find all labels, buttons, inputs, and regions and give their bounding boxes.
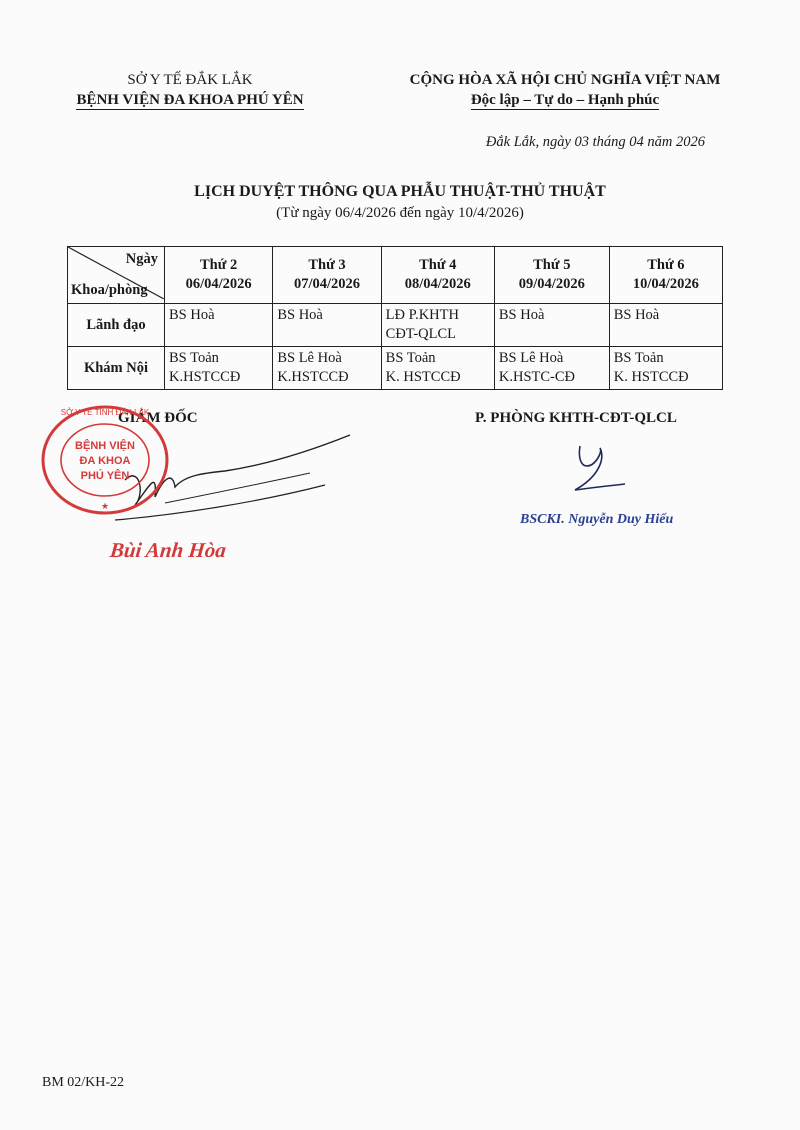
day-date: 07/04/2026 [293, 276, 361, 292]
day-date: 10/04/2026 [632, 276, 699, 292]
nation-header [365, 70, 765, 110]
corner-bottom-label: Khoa/phòng [71, 282, 148, 298]
cell-line: BS Hoà [613, 307, 660, 323]
stamp-line3: PHÚ YÊN [80, 470, 130, 482]
table-cell [381, 347, 494, 390]
day-header [381, 247, 494, 304]
deputy-signature [545, 438, 635, 503]
cell-line: BS Lê Hoà [498, 350, 564, 366]
corner-cell [68, 247, 165, 304]
day-header [273, 247, 381, 304]
table-row [68, 347, 723, 390]
cell-line: LĐ P.KHTH [385, 307, 459, 323]
document-subtitle: (Từ ngày 06/4/2026 đến ngày 10/4/2026) [276, 205, 524, 221]
stamp-line1: BỆNH VIỆN [75, 440, 135, 452]
day-name: Thứ 5 [533, 257, 571, 273]
day-header [494, 247, 609, 304]
stamp-line2: ĐA KHOA [79, 455, 131, 467]
day-header [165, 247, 273, 304]
row-label: Khám Nội [68, 347, 165, 390]
table-cell [165, 304, 273, 347]
org-line2-text: BỆNH VIỆN ĐA KHOA PHÚ YÊN [76, 92, 304, 108]
table-row [68, 304, 723, 347]
cell-line: BS Toản [385, 350, 436, 366]
table-header-row [68, 247, 723, 304]
day-name: Thứ 6 [647, 257, 685, 273]
form-code: BM 02/KH-22 [42, 1075, 125, 1090]
cell-line: K.HSTC-CĐ [498, 369, 576, 385]
date-line: Đắk Lắk, ngày 03 tháng 04 năm 2026 [485, 134, 705, 150]
hospital-stamp [38, 403, 173, 518]
org-header [40, 70, 340, 110]
table-cell [273, 347, 381, 390]
day-date: 08/04/2026 [404, 276, 471, 292]
nation-motto: Độc lập – Tự do – Hạnh phúc [470, 92, 660, 108]
nation-line1: CỘNG HÒA XÃ HỘI CHỦ NGHĨA VIỆT NAM [409, 72, 721, 88]
cell-line: BS Toản [613, 350, 664, 366]
schedule-table [67, 246, 723, 390]
deputy-name: BSCKI. Nguyễn Duy Hiếu [520, 512, 674, 527]
day-date: 06/04/2026 [185, 276, 252, 292]
table-cell [381, 304, 494, 347]
director-title: GIÁM ĐỐC [118, 410, 198, 426]
table-cell [609, 347, 722, 390]
table-cell [494, 347, 609, 390]
org-line2 [40, 90, 340, 110]
day-name: Thứ 4 [419, 257, 457, 273]
cell-line: K. HSTCCĐ [385, 369, 461, 385]
cell-line: BS Hoà [498, 307, 545, 323]
corner-top-label: Ngày [125, 251, 158, 267]
cell-line: CĐT-QLCL [385, 326, 457, 342]
star-icon: ★ [100, 501, 110, 511]
stamp-outer-text: SỞ Y TẾ TỈNH ĐẮK LẮK [60, 408, 150, 417]
table-cell [494, 304, 609, 347]
table-cell [165, 347, 273, 390]
table-cell [609, 304, 722, 347]
day-name: Thứ 2 [200, 257, 238, 273]
day-header [609, 247, 722, 304]
document-title: LỊCH DUYỆT THÔNG QUA PHẪU THUẬT-THỦ THUẬT [194, 183, 606, 200]
cell-line: BS Toản [169, 350, 219, 366]
director-name: Bùi Anh Hòa [108, 538, 228, 562]
cell-line: BS Hoà [169, 307, 215, 323]
table-cell [273, 304, 381, 347]
deputy-title: P. PHÒNG KHTH-CĐT-QLCL [475, 410, 677, 426]
cell-line: K.HSTCCĐ [169, 369, 241, 385]
cell-line: K.HSTCCĐ [277, 369, 349, 385]
org-line1: SỞ Y TẾ ĐẮK LẮK [127, 72, 253, 88]
cell-line: BS Hoà [277, 307, 323, 323]
cell-line: BS Lê Hoà [277, 350, 342, 366]
cell-line: K. HSTCCĐ [613, 369, 689, 385]
nation-line2 [365, 90, 765, 110]
day-name: Thứ 3 [308, 257, 346, 273]
day-date: 09/04/2026 [518, 276, 585, 292]
row-label: Lãnh đạo [68, 304, 165, 347]
